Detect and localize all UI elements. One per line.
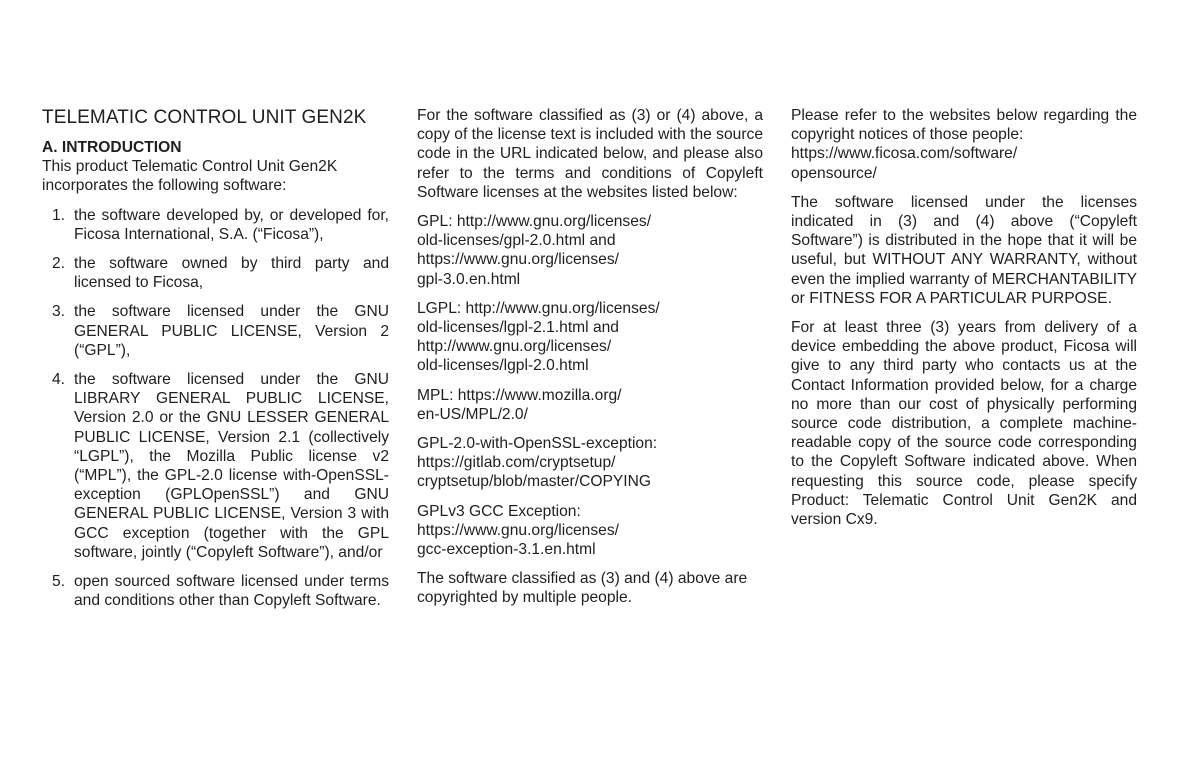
gpl-line[interactable]: GPL: http://www.gnu.org/licenses/ — [417, 213, 652, 231]
list-item-number: 2. — [52, 255, 66, 273]
openssl-line[interactable]: cryptsetup/blob/master/COPYING — [417, 473, 651, 491]
list-item-number: 4. — [52, 371, 66, 389]
ficosa-url-line[interactable]: opensource/ — [791, 164, 877, 182]
software-list — [42, 206, 389, 611]
mpl-links — [417, 386, 763, 424]
list-item — [42, 302, 389, 360]
list-item-number: 3. — [52, 303, 66, 321]
gpl-line[interactable]: old-licenses/gpl-2.0.html and — [417, 232, 616, 250]
gpl-links — [417, 212, 763, 289]
list-item — [42, 206, 389, 244]
gcc-links — [417, 502, 763, 560]
list-item-text: the software licensed under the GNU LIBRARY GENERAL PUBLIC LICENSE, Version 2.0 or the GNU LESSER GENERAL PUBLIC LICENSE, Version 2.1 (collectively “LGPL”), the Mozilla Public license v2 (“MPL”), the GPL-2.0 license with-OpenSSL-exception (GPLOpenSSL”) and GNU GENERAL PUBLIC LICENSE, Version 3 with GCC exception (together with the GPL software, jointly (“Copyleft Software”), and/or — [74, 371, 389, 561]
warranty-disclaimer: The software licensed under the licenses indicated in (3) and (4) above (“Copyleft Software”) is distributed in the hope that it will be useful, but WITHOUT ANY WARRANTY, without even the implied warranty of MERCHANTABILITY or FITNESS FOR A PARTICULAR PURPOSE. — [791, 193, 1137, 307]
lgpl-line[interactable]: old-licenses/lgpl-2.0.html — [417, 357, 589, 375]
refer-text: Please refer to the websites below regarding the copyright notices of those people: — [791, 107, 1137, 144]
column-2 — [417, 106, 763, 618]
gcc-line[interactable]: https://www.gnu.org/licenses/ — [417, 521, 619, 539]
gpl-line[interactable]: gpl-3.0.en.html — [417, 270, 521, 288]
lgpl-links — [417, 299, 763, 376]
list-item — [42, 370, 389, 562]
copyright-note: The software classified as (3) and (4) above are copyrighted by multiple people. — [417, 570, 748, 607]
gpl-line[interactable]: https://www.gnu.org/licenses/ — [417, 251, 619, 269]
list-item-text: the software owned by third party and licensed to Ficosa, — [74, 255, 389, 292]
intro-heading: A. INTRODUCTION — [42, 139, 182, 156]
lgpl-line[interactable]: old-licenses/lgpl-2.1.html and — [417, 319, 619, 337]
list-item-number: 1. — [52, 206, 66, 224]
mpl-line[interactable]: MPL: https://www.mozilla.org/ — [417, 386, 622, 404]
list-item-text: the software licensed under the GNU GENERAL PUBLIC LICENSE, Version 2 (“GPL”), — [74, 303, 389, 359]
column-3 — [791, 106, 1137, 539]
copyright-refer — [791, 106, 1137, 183]
source-code-offer: For at least three (3) years from delivery of a device embedding the above product, Ficosa will give to any third party who contacts us at the Contact Information provided below, for a charge no more than our cost of physically performing source code distribution, a complete machine-readable copy of the source code corresponding to the Copyleft Software indicated above. When requesting this source code, please specify Product: Telematic Control Unit Gen2K and version Cx9. — [791, 319, 1137, 529]
list-item-text: the software developed by, or developed for, Ficosa International, S.A. (“Ficosa”), — [74, 206, 389, 243]
column-1 — [42, 106, 389, 620]
list-item-text: open sourced software licensed under terms and conditions other than Copyleft Software. — [74, 573, 389, 610]
gcc-line: GPLv3 GCC Exception: — [417, 502, 581, 520]
license-intro: For the software classified as (3) or (4) above, a copy of the license text is included with the source code in the URL indicated below, and please also refer to the terms and conditions of Copyleft Software licenses at the websites listed below: — [417, 107, 763, 201]
list-item — [42, 572, 389, 610]
lgpl-line[interactable]: http://www.gnu.org/licenses/ — [417, 338, 612, 356]
list-item — [42, 254, 389, 292]
openssl-links — [417, 434, 763, 492]
intro-text: This product Telematic Control Unit Gen2K incorporates the following software: — [42, 158, 338, 195]
section-title: TELEMATIC CONTROL UNIT GEN2K — [42, 107, 367, 128]
ficosa-url-line[interactable]: https://www.ficosa.com/software/ — [791, 145, 1018, 163]
lgpl-line[interactable]: LGPL: http://www.gnu.org/licenses/ — [417, 299, 660, 317]
mpl-line[interactable]: en-US/MPL/2.0/ — [417, 405, 528, 423]
openssl-line[interactable]: https://gitlab.com/cryptsetup/ — [417, 454, 616, 472]
gcc-line[interactable]: gcc-exception-3.1.en.html — [417, 541, 596, 559]
openssl-line: GPL-2.0-with-OpenSSL-exception: — [417, 435, 658, 453]
list-item-number: 5. — [52, 573, 66, 591]
